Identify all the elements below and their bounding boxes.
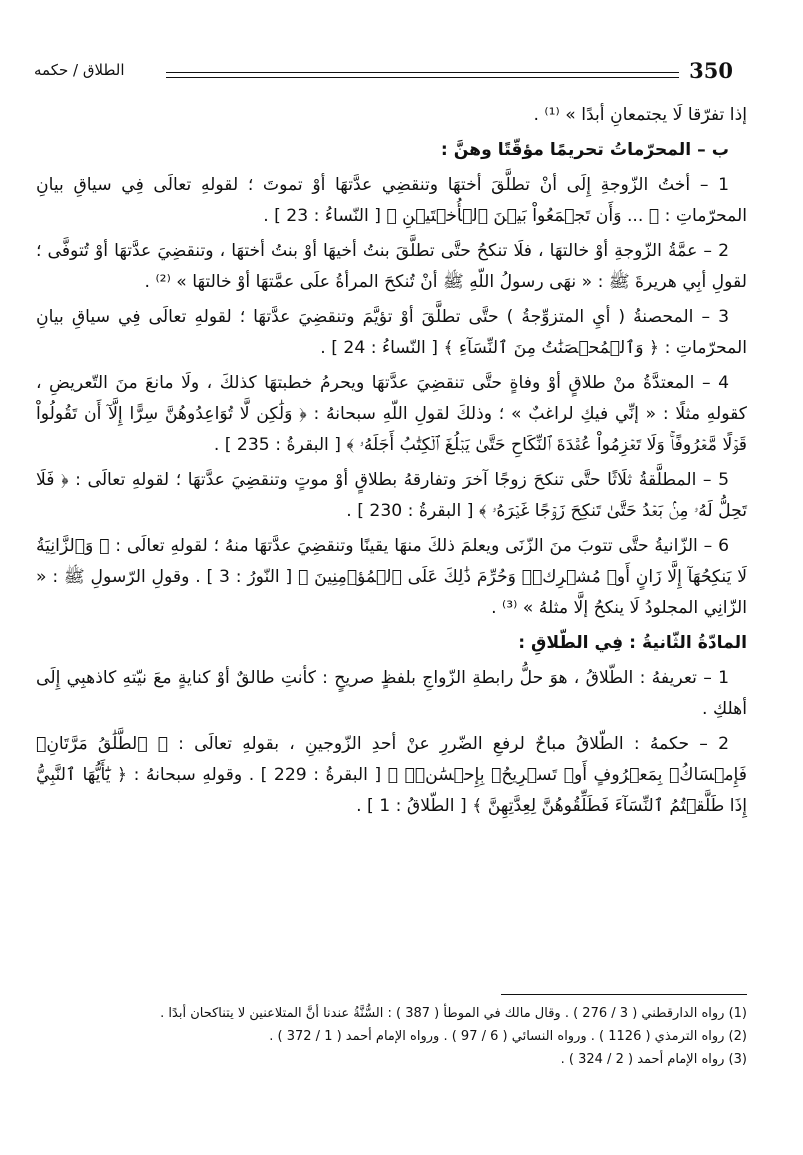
body-text bbox=[36, 100, 747, 826]
section-heading: المادّةُ الثّانيةُ : فِي الطّلاقِ : bbox=[518, 633, 747, 653]
section-subheading: ب – المحرّماتُ تحريمًا مؤقّتًا وهنَّ : bbox=[440, 140, 729, 160]
footnote: (1) رواه الدارقطني ( 3 / 276 ) . وقال مالك في الموطأ ( 387 ) : السُّنَّةُ عندنا أنَّ المتلاعنين لا يتناكحان أبدًا . bbox=[160, 1006, 747, 1021]
paragraph: 5 – المطلَّقةُ ثلَاثًا حتَّى تنكحَ زوجًا آخرَ وتفارقهُ بطلاقٍ أوْ موتٍ وتنقضِيَ عدَّتهَا ؛ لقولهِ تعالَى : ﴿ فَلَا تَحِلُّ لَهُۥ مِنۢ بَعۡدُ حَتَّىٰ تَنكِحَ زَوۡجًا غَيۡرَهُۥ ﴾ [ البقرةُ : 230 ] . bbox=[36, 470, 747, 521]
paragraph: 4 – المعتدَّةُ منْ طلاقٍ أوْ وفاةٍ حتَّى تنقضِيَ عدَّتهَا ويحرمُ خطبتهَا كذلكَ ، ولَا مانعَ منَ التّعريضِ ، كقولهِ مثلًا : « إنِّي فيكِ لراغبٌ » ؛ وذلكَ لقولِ اللّهِ سبحانهُ : ﴿ وَلَٰكِن لَّا تُوَاعِدُوهُنَّ سِرًّا إِلَّآ أَن تَقُولُواْ قَوۡلًا مَّعۡرُوفًاۚ وَلَا تَعۡزِمُواْ عُقۡدَةَ ٱلنِّكَاحِ حَتَّىٰ يَبۡلُغَ ٱلۡكِتَٰبُ أَجَلَهُۥ ﴾ [ البقرةُ : 235 ] . bbox=[36, 373, 747, 455]
page-number: 350 bbox=[689, 58, 733, 83]
paragraph: 2 – عمَّةُ الزّوجةِ أوْ خالتهَا ، فلَا تنكحُ حتَّى تطلَّقَ بنتُ أخيهَا أوْ بنتُ أختهَا ، وتنقضِيَ عدَّتهَا أوْ تُتوفَّى ؛ لقولِ أبِي هريرةَ ﷺ : « نهَى رسولُ اللّهِ ﷺ أنْ تُنكحَ المرأةُ علَى عمَّتهَا أوْ خالتهَا » ⁽²⁾ . bbox=[36, 241, 747, 292]
header-rule bbox=[166, 77, 679, 78]
paragraph: 1 – أختُ الزّوجةِ إِلَى أنْ تطلَّقَ أختهَا وتنقضِي عدَّتهَا أوْ تموتَ ؛ لقولهِ تعالَى فِي سياقِ بيانِ المحرّماتِ : ﴿ ... وَأَن تَجۡمَعُواْ بَيۡنَ ٱلۡأُخۡتَيۡنِ ﴾ [ النّساءُ : 23 ] . bbox=[36, 175, 747, 226]
running-title: الطلاق / حكمه bbox=[34, 61, 125, 79]
paragraph: 6 – الزّانيةُ حتَّى تتوبَ منَ الزّنَى ويعلمَ ذلكَ منهَا يقينًا وتنقضِيَ عدَّتهَا منهُ ؛ لقولهِ تعالَى : ﴿ وَٱلزَّانِيَةُ لَا يَنكِحُهَآ إِلَّا زَانٍ أَوۡ مُشۡرِكٞۚ وَحُرِّمَ ذَٰلِكَ عَلَى ٱلۡمُؤۡمِنِينَ ﴾ [ النّورُ : 3 ] . وقولِ الرّسولِ ﷺ : « الزّانِي المجلودُ لَا ينكحُ إلَّا مثلهُ » ⁽³⁾ . bbox=[36, 536, 747, 618]
page-header bbox=[34, 58, 733, 92]
footnote: (3) رواه الإمام أحمد ( 2 / 324 ) . bbox=[560, 1052, 747, 1067]
header-rule bbox=[166, 72, 679, 73]
paragraph: 1 – تعريفهُ : الطّلاقُ ، هوَ حلُّ رابطةِ الزّواجِ بلفظٍ صريحٍ : كأنتِ طالقٌ أوْ كنايةٍ معَ نيّتهِ كاذهبِي إِلَى أهلكِ . bbox=[36, 668, 747, 719]
paragraph: 2 – حكمهُ : الطّلاقُ مباحٌ لرفعِ الضّررِ عنْ أحدِ الزّوجينِ ، بقولهِ تعالَى : ﴿ ٱلطَّلَٰقُ مَرَّتَانِۖ فَإِمۡسَاكُۢ بِمَعۡرُوفٍ أَوۡ تَسۡرِيحُۢ بِإِحۡسَٰنٖۗ ﴾ [ البقرةُ : 229 ] . وقولهِ سبحانهُ : ﴿ يَٰٓأَيُّهَا ٱلنَّبِيُّ إِذَا طَلَّقۡتُمُ ٱلنِّسَآءَ فَطَلِّقُوهُنَّ لِعِدَّتِهِنَّ ﴾ [ الطّلاقُ : 1 ] . bbox=[36, 734, 748, 816]
footnote-rule bbox=[501, 994, 747, 995]
footnote: (2) رواه الترمذي ( 1126 ) . ورواه النسائي ( 6 / 97 ) . ورواه الإمام أحمد ( 1 / 372 ) . bbox=[269, 1029, 747, 1044]
paragraph: 3 – المحصنةُ ( أيِ المتزوِّجةُ ) حتَّى تطلَّقَ أوْ تؤيَّمَ وتنقضِيَ عدَّتهَا ؛ لقولهِ تعالَى فِي سياقِ بيانِ المحرّماتِ : ﴿ وَٱلۡمُحۡصَنَٰتُ مِنَ ٱلنِّسَآءِ ﴾ [ النّساءُ : 24 ] . bbox=[36, 307, 747, 358]
footnotes bbox=[36, 1002, 747, 1071]
paragraph: إذا تفرّقا لَا يجتمعانِ أبدًا » ⁽¹⁾ . bbox=[533, 105, 747, 125]
